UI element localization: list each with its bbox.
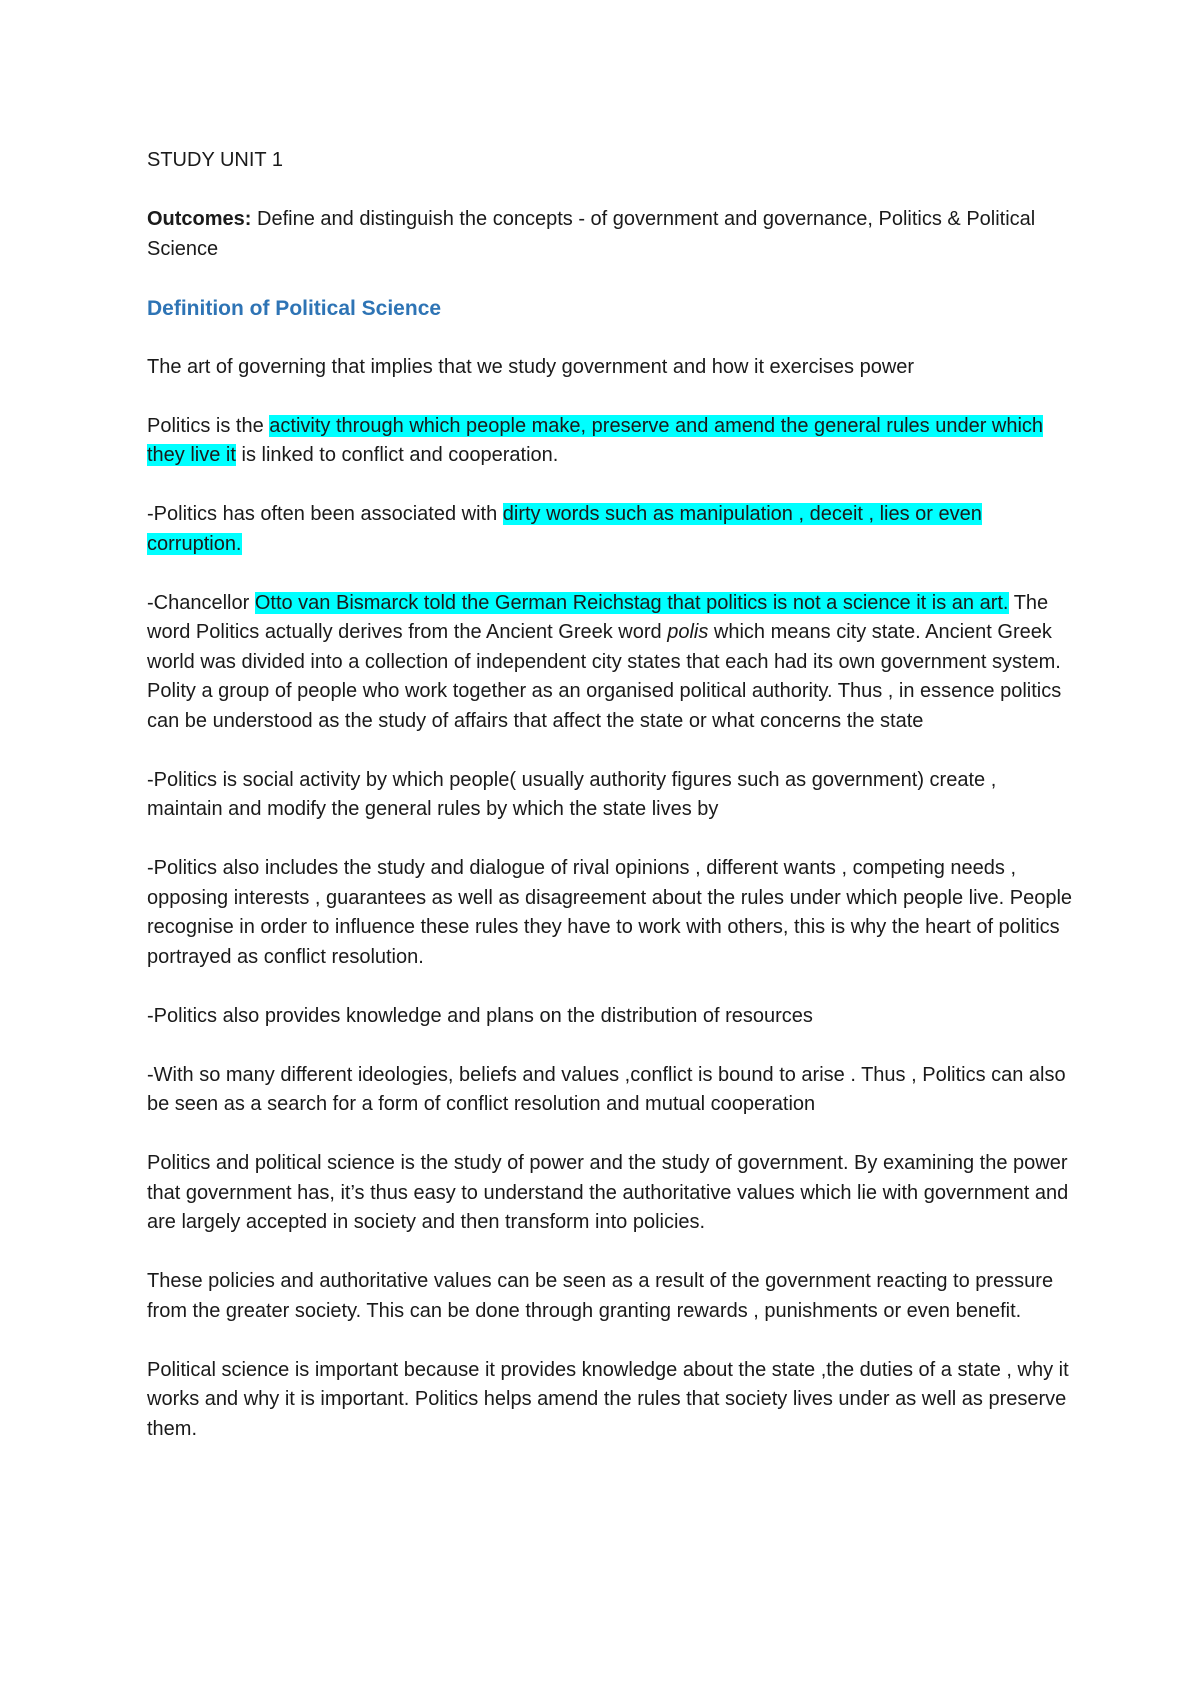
paragraph-4-post: which means city state. Ancient Greek world was divided into a collection of independent city states that each had its own government system. Polity a group of people who work together as an organised political authority. Thus , in essence politics can be understood as the study of affairs that affect the state or what concerns the state <box>147 621 1062 732</box>
paragraph-6: -Politics also includes the study and dialogue of rival opinions , different wants , competing needs , opposing interests , guarantees as well as disagreement about the rules under which people live. People recognise in order to influence these rules they have to work with others, this is why the heart of politics portrayed as conflict resolution. <box>147 857 1073 968</box>
paragraph-4-pre: -Chancellor <box>147 591 255 614</box>
paragraph-2-post: is linked to conflict and cooperation. <box>235 444 559 466</box>
paragraph-10: These policies and authoritative values can be seen as a result of the government reacting to pressure from the greater society. This can be done through granting rewards , punishments or even benefit. <box>147 1270 1054 1322</box>
paragraph-5: -Politics is social activity by which people( usually authority figures such as government) create , maintain and modify the general rules by which the state lives by <box>147 768 997 820</box>
paragraph-9: Politics and political science is the study of power and the study of government. By examining the power that government has, it’s thus easy to understand the authoritative values which lie with government and are largely accepted in society and then transform into policies. <box>147 1152 1069 1233</box>
outcomes-label: Outcomes: <box>147 208 252 230</box>
polis-italic: polis <box>667 621 709 643</box>
outcomes-paragraph <box>147 205 1077 264</box>
paragraph-7: -Politics also provides knowledge and plans on the distribution of resources <box>147 1004 813 1027</box>
document-page <box>147 146 1077 1444</box>
paragraph-11: Political science is important because it provides knowledge about the state ,the duties of a state , why it works and why it is important. Politics helps amend the rules that society lives under as well as preserve them. <box>147 1358 1069 1440</box>
paragraph-1: The art of governing that implies that we study government and how it exercises power <box>147 355 915 378</box>
paragraph-8: -With so many different ideologies, beliefs and values ,conflict is bound to arise . Thus , Politics can also be seen as a search for a form of conflict resolution and mutual cooperation <box>147 1063 1066 1115</box>
outcomes-text: Define and distinguish the concepts - of government and governance, Politics & Political Science <box>147 208 1036 260</box>
paragraph-4 <box>147 589 1077 737</box>
paragraph-3 <box>147 500 1077 559</box>
paragraph-2 <box>147 412 1077 471</box>
highlight-3: dirty words such as manipulation , deceit , lies or even corruption. <box>147 503 982 555</box>
paragraph-4-mid: The word Politics actually derives from the Ancient Greek word <box>147 591 1049 643</box>
section-heading: Definition of Political Science <box>147 296 442 320</box>
highlight-2: activity through which people make, preserve and amend the general rules under which they live it <box>147 414 1044 466</box>
unit-title: STUDY UNIT 1 <box>147 149 283 171</box>
paragraph-3-pre: -Politics has often been associated with <box>147 503 503 525</box>
highlight-4: Otto van Bismarck told the German Reichstag that politics is not a science it is an art. <box>254 591 1009 614</box>
paragraph-2-pre: Politics is the <box>147 414 270 437</box>
